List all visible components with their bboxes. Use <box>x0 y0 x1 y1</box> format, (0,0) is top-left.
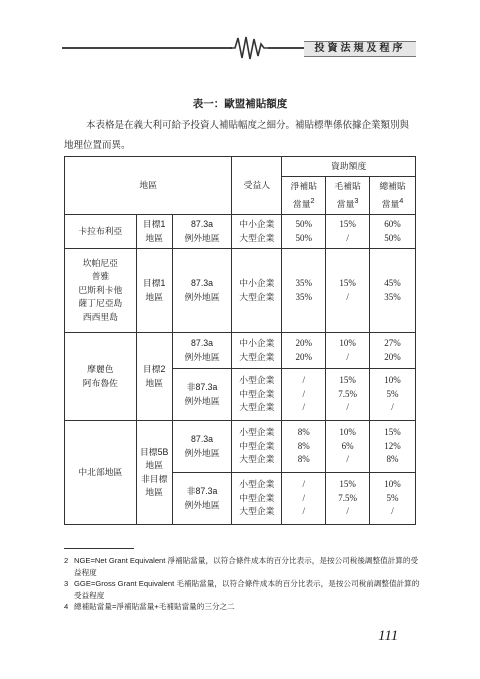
total-value: / <box>391 402 394 413</box>
net-value: 50% <box>295 232 312 243</box>
region-cell: 卡拉布利亞 <box>65 215 137 249</box>
beneficiary-cell <box>232 369 282 421</box>
beneficiary-label: 中型企業 <box>239 440 275 451</box>
gross-value: 15% <box>339 278 356 288</box>
beneficiary-label: 中型企業 <box>239 492 275 503</box>
target-label-2: 地區 <box>145 232 163 243</box>
gross-value-cell <box>326 333 370 369</box>
header-region: 地區 <box>65 157 232 215</box>
beneficiary-label: 大型企業 <box>239 291 275 302</box>
table-row <box>65 421 416 473</box>
footnote-number: 3 <box>64 579 69 589</box>
beneficiary-label: 大型企業 <box>239 402 275 413</box>
footnote <box>64 601 424 613</box>
net-value-cell <box>282 369 326 421</box>
gross-value: / <box>346 402 349 413</box>
exception-cell <box>172 215 232 249</box>
region-name: 坎帕尼亞 <box>82 257 118 268</box>
target-label: 目標5B <box>140 446 169 457</box>
region-name: 西西里島 <box>82 311 118 322</box>
table-row <box>65 333 416 369</box>
net-value-cell <box>282 421 326 473</box>
target-label: 目標1 <box>142 219 166 229</box>
beneficiary-label: 中小企業 <box>239 338 275 348</box>
net-value: / <box>302 492 305 503</box>
total-value: 60% <box>384 219 401 229</box>
region-cell: 中北部地區 <box>65 421 137 525</box>
beneficiary-label: 中小企業 <box>239 219 275 229</box>
intro-line-2: 地理位置而異。 <box>64 140 131 151</box>
net-value-cell <box>282 473 326 525</box>
header-rule-left <box>62 47 232 49</box>
target-label-2: 地區 <box>145 487 163 497</box>
net-value: 50% <box>295 219 312 229</box>
running-header: 投資法規及程序 <box>304 41 416 57</box>
header-total-grant <box>370 177 416 215</box>
footnote-text: NGE=Net Grant Equivalent 淨補貼當量，以符合條件成本的百分比表示，是按公司稅後調整值計算的受益程度 <box>74 556 419 577</box>
total-value: 15% <box>384 427 401 438</box>
footnote-number: 2 <box>64 556 69 565</box>
exception-code: 非87.3a <box>186 382 218 392</box>
beneficiary-label: 大型企業 <box>239 351 275 362</box>
table-title: 表一：歐盟補貼額度 <box>192 98 288 110</box>
net-value: 8% <box>297 454 310 465</box>
gross-value: 7.5% <box>338 388 357 399</box>
gross-value-cell <box>326 473 370 525</box>
header-row-1 <box>65 157 416 177</box>
grant-table <box>64 156 416 525</box>
footnote-ref-4: 4 <box>399 195 404 205</box>
beneficiary-label: 小型企業 <box>239 375 275 386</box>
total-value: 5% <box>386 492 399 503</box>
header-beneficiary: 受益人 <box>232 157 282 215</box>
net-value: / <box>302 375 305 386</box>
total-value: 27% <box>384 338 401 348</box>
footnote <box>64 578 424 601</box>
header-total-label: 總補貼 <box>379 181 406 192</box>
exception-code: 87.3a <box>191 434 214 444</box>
net-value: 35% <box>295 278 312 288</box>
exception-cell <box>172 249 232 333</box>
region-name: 薩丁尼亞島 <box>78 298 123 309</box>
target-label-2: 地區 <box>145 460 163 470</box>
beneficiary-label: 小型企業 <box>239 479 275 490</box>
region-cell <box>65 333 137 421</box>
table-row <box>65 249 416 333</box>
footnote-ref-3: 3 <box>354 195 359 205</box>
gross-value: / <box>346 291 349 302</box>
gross-value-cell <box>326 421 370 473</box>
total-value: 12% <box>384 440 401 451</box>
header-total-label-2: 當量 <box>381 198 400 209</box>
target-cell <box>136 249 172 333</box>
net-value: / <box>302 506 305 517</box>
exception-code: 非87.3a <box>186 486 218 496</box>
target-label: 目標1 <box>142 278 166 288</box>
gross-value: 6% <box>341 440 354 451</box>
page-number: 111 <box>378 628 399 644</box>
exception-cell <box>172 333 232 369</box>
header-grant-amount: 資助額度 <box>282 157 416 177</box>
beneficiary-cell <box>232 249 282 333</box>
net-value-cell <box>282 215 326 249</box>
total-value: 50% <box>384 232 401 243</box>
target-label-2: 地區 <box>145 291 163 302</box>
total-value-cell <box>370 369 416 421</box>
total-value-cell <box>370 215 416 249</box>
header-net-label-2: 當量 <box>292 198 311 209</box>
total-value: 20% <box>384 351 401 362</box>
region-name: 阿布魯佐 <box>82 377 118 388</box>
net-value: 20% <box>295 338 312 348</box>
net-value: / <box>302 402 305 413</box>
gross-value-cell <box>326 215 370 249</box>
footnote-text: 總補貼當量=淨補貼當量+毛補貼當量的三分之二 <box>74 602 235 612</box>
exception-label: 例外地區 <box>184 232 220 243</box>
region-name: 巴斯利卡他 <box>78 284 123 295</box>
gross-value: 15% <box>339 479 356 490</box>
exception-label: 例外地區 <box>184 395 220 406</box>
header-gross-grant <box>326 177 370 215</box>
net-value: / <box>302 479 305 490</box>
beneficiary-cell <box>232 421 282 473</box>
net-value: 35% <box>295 291 312 302</box>
target-label: 目標2 <box>142 364 166 374</box>
total-value: / <box>391 506 394 517</box>
table-row <box>65 215 416 249</box>
intro-paragraph <box>64 116 420 156</box>
footnote-number: 4 <box>64 602 69 612</box>
net-value-cell <box>282 333 326 369</box>
heartbeat-wave-icon <box>230 35 270 61</box>
exception-code: 87.3a <box>191 219 214 229</box>
gross-value: / <box>346 506 349 517</box>
beneficiary-label: 大型企業 <box>239 232 275 243</box>
header-gross-label: 毛補貼 <box>334 181 361 192</box>
target-label: 非目標 <box>140 473 168 484</box>
beneficiary-label: 大型企業 <box>239 454 275 465</box>
intro-line-1: 本表格是在義大利可給予投資人補貼幅度之細分。補貼標準係依據企業類別與 <box>86 120 410 131</box>
header-net-label: 淨補貼 <box>290 181 317 192</box>
target-cell <box>136 333 172 421</box>
total-value: 8% <box>386 454 399 465</box>
target-cell <box>136 421 172 525</box>
footnote-rule <box>64 548 134 549</box>
total-value: 10% <box>384 375 401 386</box>
region-name: 摩麗色 <box>87 364 114 374</box>
gross-value: 10% <box>339 338 356 348</box>
beneficiary-cell <box>232 215 282 249</box>
total-value-cell <box>370 249 416 333</box>
beneficiary-cell <box>232 333 282 369</box>
total-value-cell <box>370 333 416 369</box>
net-value-cell <box>282 249 326 333</box>
gross-value: 10% <box>339 427 356 438</box>
header-gross-label-2: 當量 <box>336 198 355 209</box>
footnotes <box>64 555 424 613</box>
exception-code: 87.3a <box>191 278 214 288</box>
beneficiary-label: 中型企業 <box>239 388 275 399</box>
beneficiary-cell <box>232 473 282 525</box>
total-value: 10% <box>384 479 401 490</box>
exception-cell <box>172 369 232 421</box>
target-cell <box>136 215 172 249</box>
gross-value: / <box>346 351 349 362</box>
region-cell <box>65 249 137 333</box>
exception-label: 例外地區 <box>184 291 220 302</box>
total-value-cell <box>370 473 416 525</box>
target-label-2: 地區 <box>145 377 163 388</box>
exception-label: 例外地區 <box>184 499 220 510</box>
header-rule-mid <box>268 47 304 49</box>
exception-label: 例外地區 <box>184 447 220 458</box>
gross-value: 7.5% <box>338 492 357 503</box>
exception-cell <box>172 421 232 473</box>
total-value: 35% <box>384 291 401 302</box>
total-value: 5% <box>386 388 399 399</box>
footnote-ref-2: 2 <box>310 195 315 205</box>
total-value: 45% <box>384 278 401 288</box>
gross-value: 15% <box>339 375 356 386</box>
footnote-text: GGE=Gross Grant Equivalent 毛補貼當量，以符合條件成本的百分比表示，是按公司稅前調整值計算的受益程度 <box>74 579 420 600</box>
beneficiary-label: 小型企業 <box>239 427 275 438</box>
net-value: / <box>302 388 305 399</box>
exception-cell <box>172 473 232 525</box>
beneficiary-label: 中小企業 <box>239 278 275 288</box>
exception-label: 例外地區 <box>184 351 220 362</box>
beneficiary-label: 大型企業 <box>239 506 275 517</box>
net-value: 8% <box>297 440 310 451</box>
total-value-cell <box>370 421 416 473</box>
header-net-grant <box>282 177 326 215</box>
gross-value: / <box>346 454 349 465</box>
net-value: 8% <box>297 427 310 438</box>
net-value: 20% <box>295 351 312 362</box>
exception-code: 87.3a <box>191 338 214 348</box>
gross-value-cell <box>326 369 370 421</box>
gross-value-cell <box>326 249 370 333</box>
region-name: 普雅 <box>91 271 110 282</box>
gross-value: 15% <box>339 219 356 229</box>
footnote <box>64 555 424 578</box>
gross-value: / <box>346 232 349 243</box>
